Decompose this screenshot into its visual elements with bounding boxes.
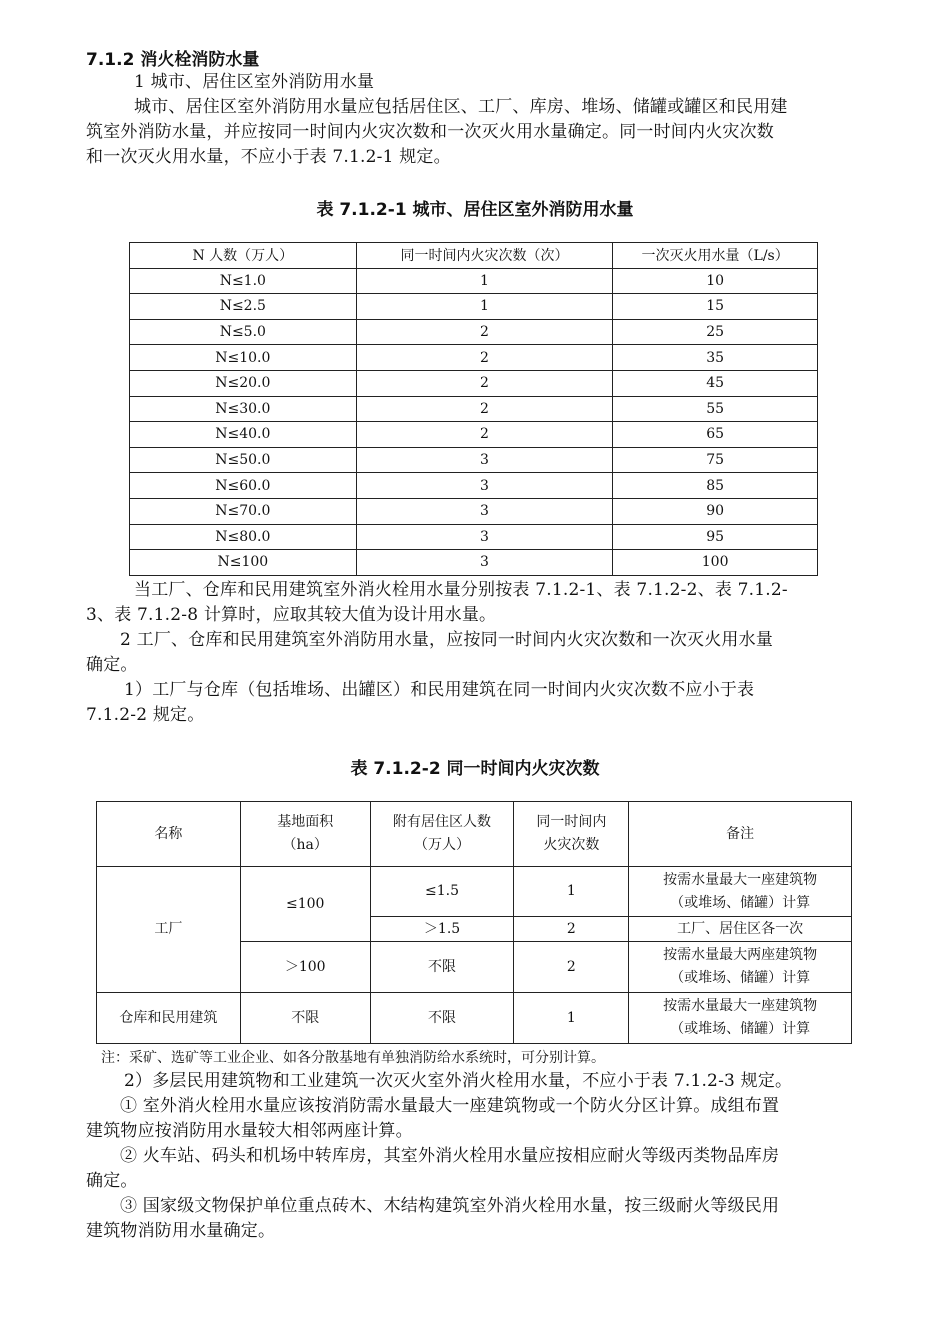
- sub1-line2: 7.1.2-2 规定。: [86, 705, 205, 725]
- table-cell: 90: [613, 498, 818, 524]
- header-line: 附有居住区人数: [393, 814, 492, 830]
- header-line: （万人）: [414, 837, 471, 853]
- table-cell: ＞100: [240, 942, 370, 993]
- table-cell: N≤10.0: [130, 345, 357, 371]
- table-row: [130, 268, 818, 294]
- para1-line3: 和一次灭火用水量，不应小于表 7.1.2-1 规定。: [86, 147, 451, 167]
- remark-cell: [629, 867, 852, 917]
- item1-title: 1 城市、居住区室外消防用水量: [134, 72, 375, 92]
- table2-header-remark: 备注: [629, 802, 852, 867]
- table-cell: 75: [613, 447, 818, 473]
- table-cell: N≤30.0: [130, 396, 357, 422]
- table-cell: 2: [514, 942, 629, 993]
- table2: [96, 801, 852, 1044]
- item2-line2: 确定。: [86, 655, 138, 675]
- table-cell: 10: [613, 268, 818, 294]
- table-cell: 95: [613, 524, 818, 550]
- table-cell: 2: [514, 917, 629, 942]
- remark-line: （或堆场、储罐）计算: [670, 1021, 811, 1037]
- table2-header-area: [240, 802, 370, 867]
- table-cell: 65: [613, 422, 818, 448]
- table-row: [130, 294, 818, 320]
- table-row: [130, 422, 818, 448]
- remark-line: 按需水量最大两座建筑物: [663, 947, 818, 963]
- section-heading: 7.1.2 消火栓消防水量: [86, 50, 260, 70]
- header-line: （ha）: [282, 837, 328, 853]
- table-cell: 1: [514, 867, 629, 917]
- table-row: [130, 498, 818, 524]
- table1-header-population: N 人数（万人）: [130, 243, 357, 269]
- header-line: 基地面积: [277, 814, 334, 830]
- table1-header-fire-count: 同一时间内火灾次数（次）: [356, 243, 613, 269]
- table-cell: 85: [613, 473, 818, 499]
- table2-caption: 表 7.1.2-2 同一时间内火灾次数: [350, 759, 600, 779]
- table-cell: 3: [356, 498, 613, 524]
- table-cell: N≤60.0: [130, 473, 357, 499]
- table-cell: N≤1.0: [130, 268, 357, 294]
- c2-line2: 确定。: [86, 1171, 138, 1191]
- table-row: [130, 319, 818, 345]
- table2-header-fires: [514, 802, 629, 867]
- table-cell: 3: [356, 524, 613, 550]
- table-cell: 3: [356, 447, 613, 473]
- remark-line: 按需水量最大一座建筑物: [663, 871, 818, 888]
- factory-area1-cell: ≤100: [240, 867, 370, 942]
- table-cell: N≤2.5: [130, 294, 357, 320]
- table-cell: 不限: [370, 942, 514, 993]
- item2-line1: 2 工厂、仓库和民用建筑室外消防用水量，应按同一时间内火灾次数和一次灭火用水量: [120, 630, 774, 650]
- c1-line1: ① 室外消火栓用水量应该按消防需水量最大一座建筑物或一个防火分区计算。成组布置: [120, 1096, 780, 1116]
- table2-header-row: [97, 802, 852, 867]
- table2-note: 注：采矿、选矿等工业企业、如各分散基地有单独消防给水系统时，可分别计算。: [101, 1050, 605, 1066]
- table-row: [130, 524, 818, 550]
- remark-line: 按需水量最大一座建筑物: [663, 998, 818, 1014]
- table-cell: ≤1.5: [370, 867, 514, 917]
- c2-line1: ② 火车站、码头和机场中转库房，其室外消火栓用水量应按相应耐火等级丙类物品库房: [120, 1146, 780, 1166]
- table-cell: 2: [356, 370, 613, 396]
- table2-header-population: [370, 802, 514, 867]
- table-row: [130, 473, 818, 499]
- table-row: [97, 867, 852, 917]
- table-cell: 15: [613, 294, 818, 320]
- para1-line2: 筑室外消防水量，并应按同一时间内火灾次数和一次灭火用水量确定。同一时间内火灾次数: [86, 122, 774, 142]
- table1-header-water-flow: 一次灭火用水量（L/s）: [613, 243, 818, 269]
- table-cell: 3: [356, 473, 613, 499]
- table-cell: 25: [613, 319, 818, 345]
- table-row: [130, 370, 818, 396]
- table-row: [130, 396, 818, 422]
- table-cell: 1: [514, 993, 629, 1044]
- table-cell: 45: [613, 370, 818, 396]
- table-cell: N≤50.0: [130, 447, 357, 473]
- table-row: [97, 993, 852, 1044]
- para2-line1: 当工厂、仓库和民用建筑室外消火栓用水量分别按表 7.1.2-1、表 7.1.2-2、表 7.1.2-: [134, 580, 788, 600]
- table-cell: 工厂、居住区各一次: [629, 917, 852, 942]
- table-row: [130, 345, 818, 371]
- table-cell: 55: [613, 396, 818, 422]
- table-cell: N≤20.0: [130, 370, 357, 396]
- para1-line1: 城市、居住区室外消防用水量应包括居住区、工厂、库房、堆场、储罐或罐区和民用建: [134, 97, 788, 117]
- table-cell: N≤100: [130, 550, 357, 576]
- warehouse-name-cell: 仓库和民用建筑: [97, 993, 241, 1044]
- table-cell: N≤40.0: [130, 422, 357, 448]
- table-cell: 2: [356, 396, 613, 422]
- table1-header-row: [130, 243, 818, 269]
- table-row: [130, 447, 818, 473]
- table-cell: 不限: [370, 993, 514, 1044]
- table-cell: N≤80.0: [130, 524, 357, 550]
- table-row: [130, 550, 818, 576]
- table-cell: 不限: [240, 993, 370, 1044]
- c3-line2: 建筑物消防用水量确定。: [86, 1221, 276, 1241]
- remark-line: （或堆场、储罐）计算: [670, 894, 811, 911]
- sub1-line1: 1）工厂与仓库（包括堆场、出罐区）和民用建筑在同一时间内火灾次数不应小于表: [124, 680, 755, 700]
- table-cell: ＞1.5: [370, 917, 514, 942]
- header-line: 同一时间内: [536, 814, 607, 830]
- sub2-line: 2）多层民用建筑物和工业建筑一次灭火室外消火栓用水量，不应小于表 7.1.2-3 规定。: [124, 1071, 793, 1091]
- table-cell: 3: [356, 550, 613, 576]
- c3-line1: ③ 国家级文物保护单位重点砖木、木结构建筑室外消火栓用水量，按三级耐火等级民用: [120, 1196, 780, 1216]
- table-cell: 1: [356, 294, 613, 320]
- table2-header-name: 名称: [97, 802, 241, 867]
- para2-line2: 3、表 7.1.2-8 计算时，应取其较大值为设计用水量。: [86, 605, 497, 625]
- table1: [129, 242, 818, 576]
- table-cell: 1: [356, 268, 613, 294]
- remark-cell: [629, 993, 852, 1044]
- remark-cell: [629, 942, 852, 993]
- table1-caption: 表 7.1.2-1 城市、居住区室外消防用水量: [316, 200, 634, 220]
- c1-line2: 建筑物应按消防用水量较大相邻两座计算。: [86, 1121, 413, 1141]
- table-cell: 2: [356, 422, 613, 448]
- table-cell: 100: [613, 550, 818, 576]
- header-line: 火灾次数: [543, 837, 600, 853]
- remark-line: （或堆场、储罐）计算: [670, 970, 811, 986]
- table-cell: 2: [356, 345, 613, 371]
- factory-name-cell: 工厂: [97, 867, 241, 993]
- table-cell: N≤5.0: [130, 319, 357, 345]
- table-cell: 2: [356, 319, 613, 345]
- table-cell: 35: [613, 345, 818, 371]
- table-cell: N≤70.0: [130, 498, 357, 524]
